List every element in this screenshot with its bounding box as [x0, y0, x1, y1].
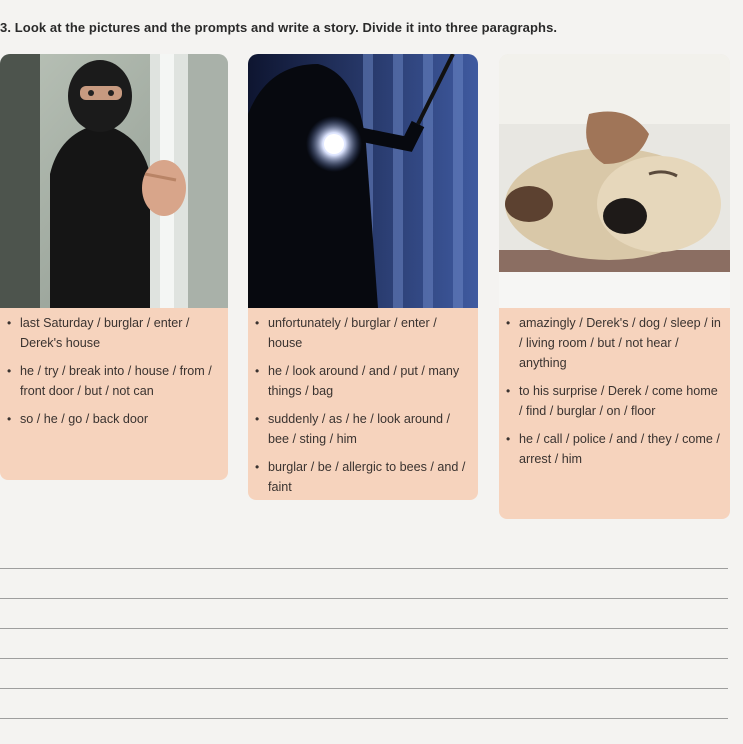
prompt-card-2 [248, 308, 478, 500]
exercise-title: 3. Look at the pictures and the prompts and write a story. Divide it into three paragraphs. [0, 20, 558, 35]
prompt-item: • to his surprise / Derek / come home / find / burglar / on / floor [505, 381, 722, 421]
prompt-item: • last Saturday / burglar / enter / Derek's house [6, 313, 220, 353]
prompt-item: • he / look around / and / put / many things / bag [254, 361, 470, 401]
writing-line [0, 628, 728, 629]
prompt-item: • suddenly / as / he / look around / bee / sting / him [254, 409, 470, 449]
prompt-item: • so / he / go / back door [6, 409, 220, 429]
burglar-at-door-photo [0, 54, 228, 308]
writing-line [0, 598, 728, 599]
prompt-card-3 [499, 308, 730, 519]
prompt-item: • he / try / break into / house / from / front door / but / not can [6, 361, 220, 401]
writing-line [0, 718, 728, 719]
prompt-item: • amazingly / Derek's / dog / sleep / in / living room / but / not hear / anything [505, 313, 722, 373]
writing-line [0, 658, 728, 659]
prompt-item: • he / call / police / and / they / come / arrest / him [505, 429, 722, 469]
prompt-item: • unfortunately / burglar / enter / house [254, 313, 470, 353]
prompt-card-1 [0, 308, 228, 480]
prompt-item: • burglar / be / allergic to bees / and / faint [254, 457, 470, 497]
writing-line [0, 688, 728, 689]
sleeping-dog-photo [499, 54, 730, 308]
burglar-with-flashlight-photo [248, 54, 478, 308]
writing-line [0, 568, 728, 569]
